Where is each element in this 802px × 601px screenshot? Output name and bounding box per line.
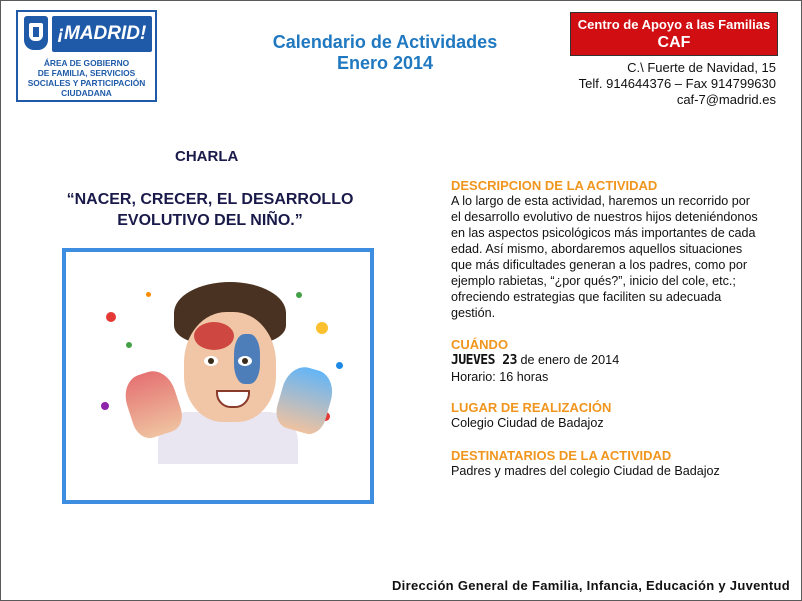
place-value: Colegio Ciudad de Badajoz xyxy=(451,416,604,430)
title-line-2: Enero 2014 xyxy=(336,53,434,73)
madrid-logo xyxy=(16,10,157,102)
place-heading: LUGAR DE REALIZACIÓN xyxy=(451,400,612,415)
paint-splat xyxy=(106,312,116,322)
description-line: que más dificultades generan a los padres, como por xyxy=(451,258,748,272)
paint-splat xyxy=(316,322,328,334)
description-line: en las aspectos psicológicos más importantes de cada xyxy=(451,226,756,240)
paint-splat xyxy=(126,342,132,348)
paint-splat xyxy=(101,402,109,410)
paint-splat xyxy=(146,292,151,297)
contact-address: C.\ Fuerte de Navidad, 15 xyxy=(627,60,776,75)
child-photo xyxy=(62,248,374,504)
description-line: gestión. xyxy=(451,306,496,320)
description-line: edad. Así mismo, abordaremos aquellos situaciones xyxy=(451,242,743,256)
audience-heading: DESTINATARIOS DE LA ACTIVIDAD xyxy=(451,448,672,463)
place-section xyxy=(451,400,781,431)
audience-section xyxy=(451,448,781,479)
talk-title-line-1: “NACER, CRECER, EL DESARROLLO xyxy=(66,191,354,208)
calendar-title xyxy=(230,32,540,74)
caf-name: Centro de Apoyo a las Familias xyxy=(577,17,771,32)
description-section xyxy=(451,178,781,321)
child-eye xyxy=(204,356,218,366)
when-date xyxy=(451,352,781,369)
description-line: el desarrollo evolutivo de nuestros hijos deteniéndonos xyxy=(451,210,758,224)
audience-value: Padres y madres del colegio Ciudad de Badajoz xyxy=(451,464,720,478)
contact-phone: Telf. 914644376 – Fax 914799630 xyxy=(578,76,776,91)
talk-title-line-2: EVOLUTIVO DEL NIÑO.” xyxy=(117,212,303,229)
face-paint-red xyxy=(194,322,234,350)
handwritten-date: JUEVES 23 xyxy=(451,353,517,368)
caf-badge xyxy=(570,12,778,56)
description-line: ejemplo rabietas, “¿por qués?”, inicio del cole, etc.; xyxy=(451,274,736,288)
description-line: ofreciendo estrategias que faciliten su adecuada xyxy=(451,290,722,304)
description-heading: DESCRIPCION DE LA ACTIVIDAD xyxy=(451,178,658,193)
title-line-1: Calendario de Actividades xyxy=(272,32,498,52)
logo-text-line: SOCIALES Y PARTICIPACIÓN xyxy=(27,78,146,88)
talk-title xyxy=(40,189,380,231)
date-rest: de enero de 2014 xyxy=(520,353,620,367)
logo-text-line: ÁREA DE GOBIERNO xyxy=(43,58,130,68)
when-section xyxy=(451,337,781,385)
child-eye xyxy=(238,356,252,366)
paint-splat xyxy=(336,362,343,369)
description-line: A lo largo de esta actividad, haremos un recorrido por xyxy=(451,194,750,208)
talk-label: CHARLA xyxy=(175,148,239,165)
contact-info xyxy=(546,60,776,108)
paint-splat xyxy=(296,292,302,298)
logo-text-line: CIUDADANA xyxy=(61,88,112,98)
logo-department-text xyxy=(18,58,155,98)
caf-acronym: CAF xyxy=(657,34,691,51)
when-heading: CUÁNDO xyxy=(451,337,509,352)
logo-header xyxy=(18,12,155,56)
logo-text-line: DE FAMILIA, SERVICIOS xyxy=(37,68,136,78)
madrid-crest-icon xyxy=(24,16,48,50)
logo-wordmark: ¡MADRID! xyxy=(52,16,152,52)
footer-text: Dirección General de Familia, Infancia, Educación y Juventud xyxy=(391,578,790,593)
child-right-hand xyxy=(272,362,338,437)
when-schedule: Horario: 16 horas xyxy=(451,370,549,384)
contact-email[interactable]: caf-7@madrid.es xyxy=(676,92,776,107)
